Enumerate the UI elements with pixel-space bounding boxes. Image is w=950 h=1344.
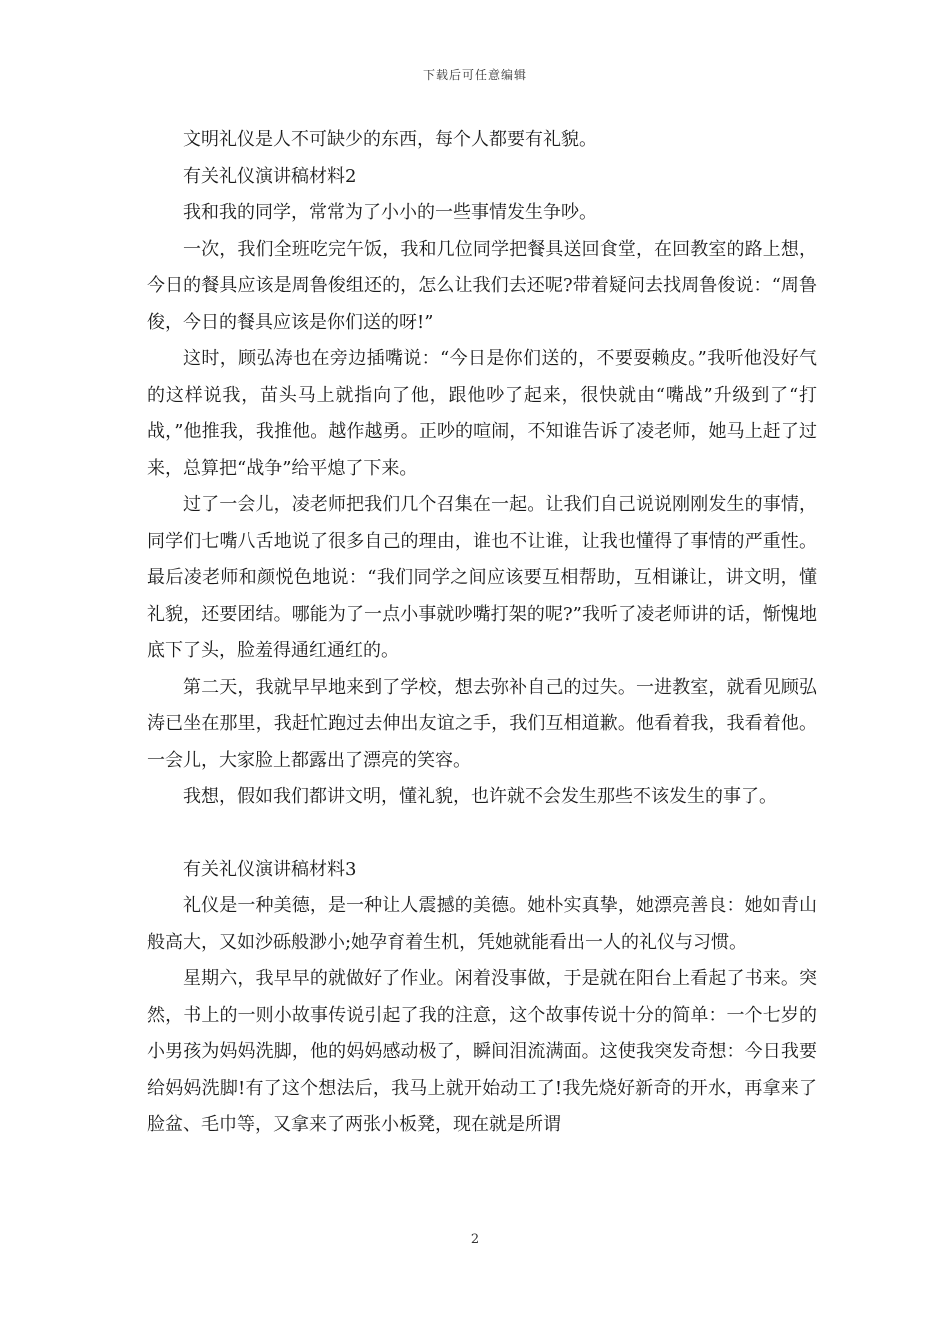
paragraph: 礼仪是一种美德，是一种让人震撼的美德。她朴实真挚，她漂亮善良：她如青山般高大，又如沙砾般渺小;她孕育着生机，凭她就能看出一人的礼仪与习惯。 bbox=[147, 895, 817, 953]
document-body bbox=[147, 122, 817, 1144]
page-header: 下载后可任意编辑 bbox=[422, 68, 527, 82]
paragraph: 星期六，我早早的就做好了作业。闲着没事做，于是就在阳台上看起了书来。突然，书上的一则小故事传说引起了我的注意，这个故事传说十分的简单：一个七岁的小男孩为妈妈洗脚，他的妈妈感动极了，瞬间泪流满面。这使我突发奇想：今日我要给妈妈洗脚!有了这个想法后，我马上就开始动工了!我先烧好新奇的开水，再拿来了脸盆、毛巾等，又拿来了两张小板凳，现在就是所谓 bbox=[147, 968, 817, 1135]
paragraph: 第二天，我就早早地来到了学校，想去弥补自己的过失。一进教室，就看见顾弘涛已坐在那里，我赶忙跑过去伸出友谊之手，我们互相道歉。他看着我，我看着他。一会儿，大家脸上都露出了漂亮的笑容。 bbox=[147, 676, 817, 771]
page-number: 2 bbox=[470, 1232, 480, 1247]
paragraph: 过了一会儿，凌老师把我们几个召集在一起。让我们自己说说刚刚发生的事情，同学们七嘴八舌地说了很多自己的理由，谁也不让谁，让我也懂得了事情的严重性。最后凌老师和颜悦色地说：“我们同学之间应该要互相帮助，互相谦让，讲文明，懂礼貌，还要团结。哪能为了一点小事就吵嘴打架的呢?”我听了凌老师讲的话，惭愧地底下了头，脸羞得通红通红的。 bbox=[147, 494, 817, 661]
paragraph: 一次，我们全班吃完午饭，我和几位同学把餐具送回食堂，在回教室的路上想，今日的餐具应该是周鲁俊组还的，怎么让我们去还呢?带着疑问去找周鲁俊说：“周鲁俊，今日的餐具应该是你们送的呀!” bbox=[147, 238, 817, 333]
paragraph: 我和我的同学，常常为了小小的一些事情发生争吵。 bbox=[183, 202, 597, 223]
paragraph: 这时，顾弘涛也在旁边插嘴说：“今日是你们送的，不要耍赖皮。”我听他没好气的这样说我，苗头马上就指向了他，跟他吵了起来，很快就由“嘴战”升级到了“打战，”他推我，我推他。越作越勇。正吵的喧闹，不知谁告诉了凌老师，她马上赶了过来，总算把“战争”给平熄了下来。 bbox=[147, 348, 817, 479]
section-heading: 有关礼仪演讲稿材料2 bbox=[183, 165, 357, 187]
paragraph: 文明礼仪是人不可缺少的东西，每个人都要有礼貌。 bbox=[183, 129, 597, 150]
paragraph: 我想，假如我们都讲文明，懂礼貌，也许就不会发生那些不该发生的事了。 bbox=[183, 786, 777, 807]
section-heading: 有关礼仪演讲稿材料3 bbox=[183, 858, 357, 880]
